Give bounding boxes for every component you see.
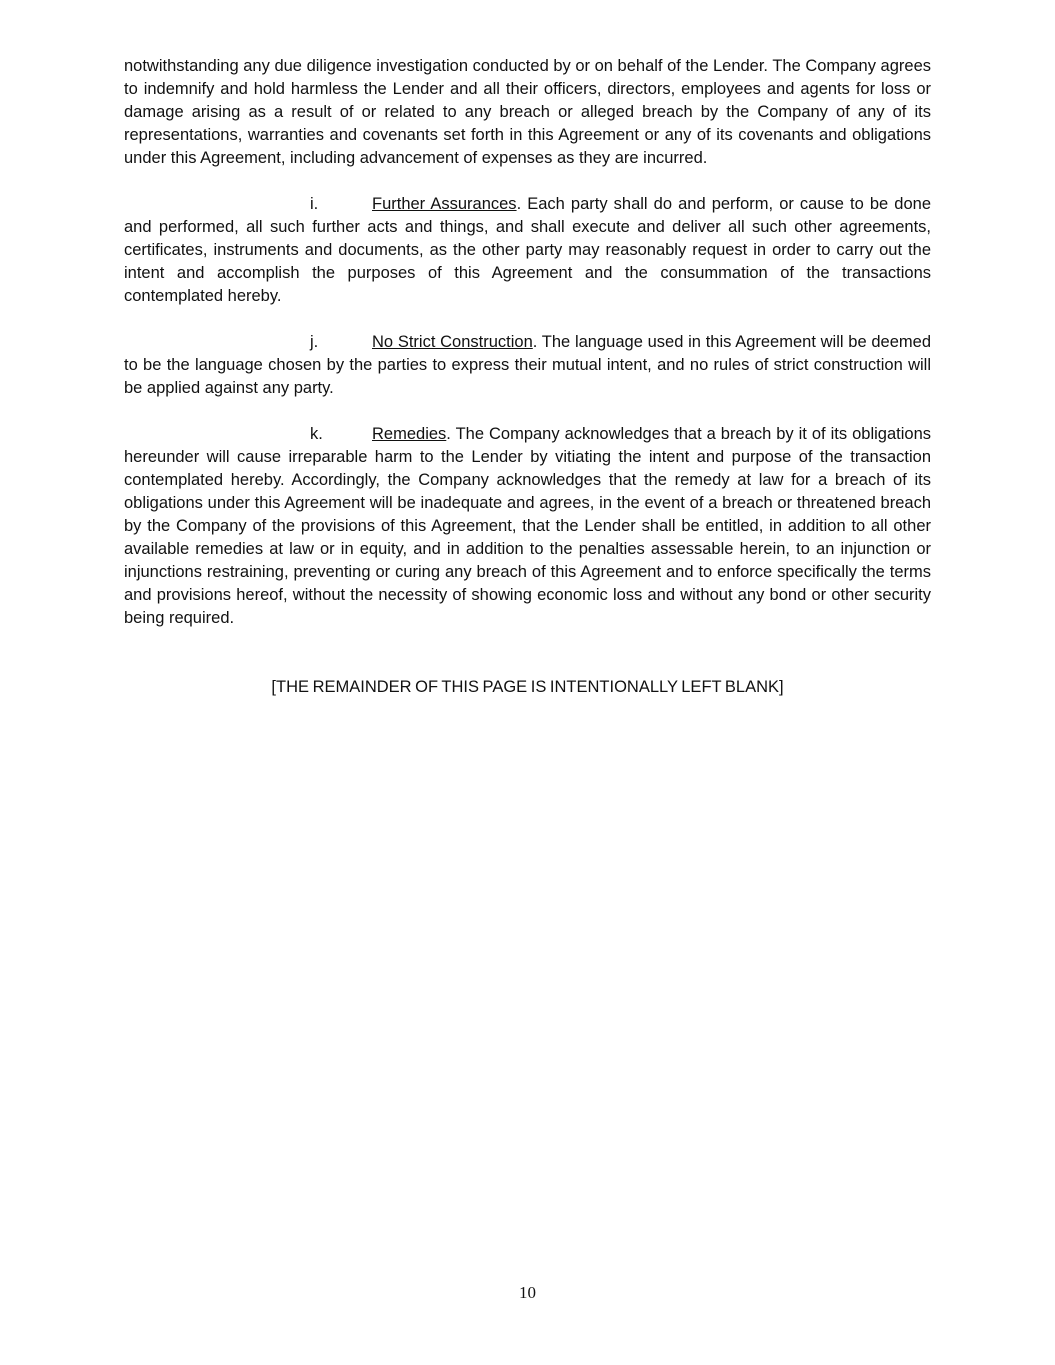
- section-text: . The Company acknowledges that a breach by it of its obligations hereunder will cause irreparable harm to the Lender by vitiating the intent and purpose of the transaction contemplated hereby. Accordingly, the Company acknowledges that the remedy at law for a breach of its obligations under this Agreement will be inadequate and agrees, in the event of a breach or threatened breach by the Company of the provisions of this Agreement, that the Lender shall be entitled, in addition to all other available remedies at law or in equity, and in addition to the penalties assessable herein, to an injunction or injunctions restraining, preventing or curing any breach of this Agreement and to enforce specifically the terms and provisions hereof, without the necessity of showing economic loss and without any bond or other security being required.: [124, 425, 931, 627]
- section-text: . The language used in this Agreement will be deemed to be the language chosen by the parties to express their mutual intent, and no rules of strict construction will be applied against any party.: [124, 333, 931, 397]
- intro-paragraph: notwithstanding any due diligence investigation conducted by or on behalf of the Lender. The Company agrees to indemnify and hold harmless the Lender and all their officers, directors, employees and agents for loss or damage arising as a result of or related to any breach or alleged breach by the Company of any of its representations, warranties and covenants set forth in this Agreement or any of its covenants and obligations under this Agreement, including advancement of expenses as they are incurred.: [124, 57, 931, 167]
- intentionally-blank-notice: [THE REMAINDER OF THIS PAGE IS INTENTIONALLY LEFT BLANK]: [271, 678, 784, 696]
- section-heading: Remedies: [372, 425, 447, 443]
- section-i: [124, 193, 931, 308]
- section-heading: No Strict Construction: [372, 333, 533, 351]
- section-number: j.: [310, 333, 319, 351]
- document-body: [124, 55, 931, 716]
- section-number: k.: [310, 425, 323, 443]
- section-number: i.: [310, 195, 319, 213]
- section-j: [124, 331, 931, 400]
- page-number: 10: [519, 1283, 536, 1302]
- section-text: . Each party shall do and perform, or cause to be done and performed, all such further acts and things, and shall execute and deliver all such other agreements, certificates, instruments and documents, as the other party may reasonably request in order to carry out the intent and accomplish the purposes of this Agreement and the consummation of the transactions contemplated hereby.: [124, 195, 932, 305]
- section-heading: Further Assurances: [372, 195, 517, 213]
- section-k: [124, 423, 931, 630]
